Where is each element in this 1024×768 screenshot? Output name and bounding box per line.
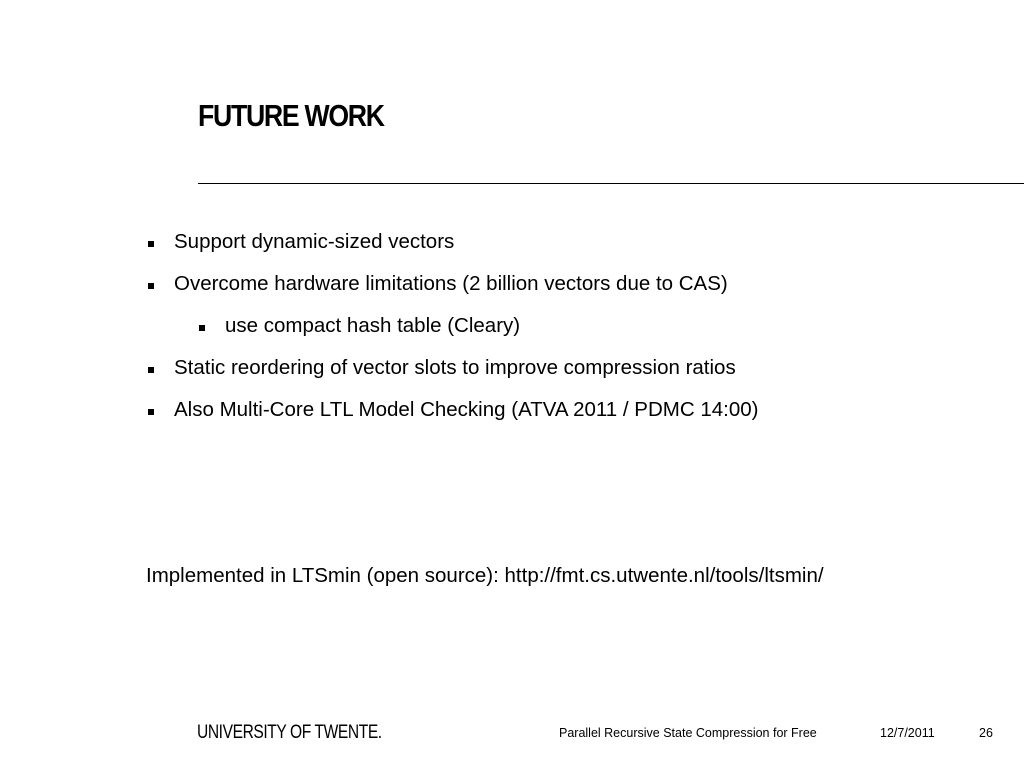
- university-logo: UNIVERSITY OF TWENTE.: [197, 722, 382, 743]
- bullet-text: Also Multi-Core LTL Model Checking (ATVA 2011 / PDMC 14:00): [174, 398, 759, 421]
- square-bullet-icon: [148, 367, 154, 373]
- square-bullet-icon: [148, 283, 154, 289]
- implementation-note: Implemented in LTSmin (open source): http://fmt.cs.utwente.nl/tools/ltsmin/: [146, 564, 824, 587]
- footer-date: 12/7/2011: [880, 726, 935, 740]
- bullet-text: Support dynamic-sized vectors: [174, 230, 455, 253]
- footer-presentation-title: Parallel Recursive State Compression for Free: [559, 726, 817, 740]
- page-number: 26: [979, 726, 993, 740]
- bullet-text: Overcome hardware limitations (2 billion vectors due to CAS): [174, 272, 728, 295]
- bullet-text: use compact hash table (Cleary): [225, 314, 521, 337]
- slide-title: FUTURE WORK: [198, 98, 384, 133]
- square-bullet-icon: [148, 409, 154, 415]
- square-bullet-icon: [199, 325, 205, 331]
- title-divider: [198, 183, 1024, 184]
- square-bullet-icon: [148, 241, 154, 247]
- bullet-text: Static reordering of vector slots to improve compression ratios: [174, 356, 736, 379]
